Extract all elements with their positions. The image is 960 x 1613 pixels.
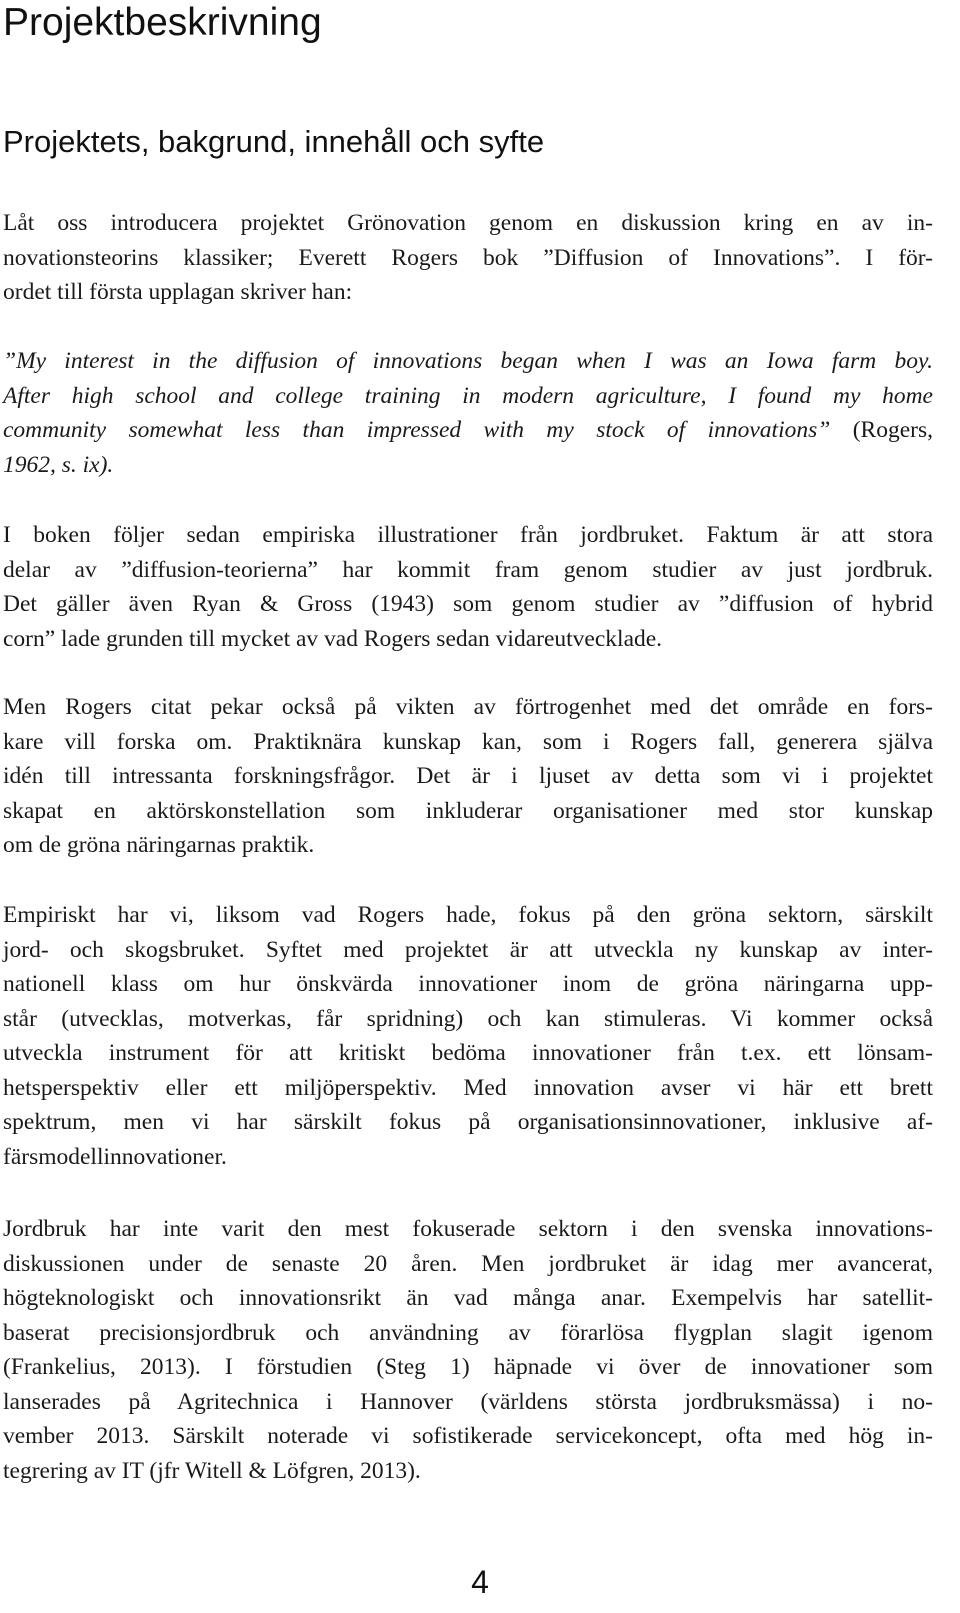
text-line: ordet till första upplagan skriver han: [3, 279, 353, 305]
text-line: delar av ”diffusion-teorierna” har kommit fram genom studier av just jordbruk. [3, 556, 933, 583]
text-line: tegrering av IT (jfr Witell & Löfgren, 2013). [3, 1457, 421, 1484]
text-line: jord- och skogsbruket. Syftet med projektet är att utveckla ny kunskap av inter- [3, 936, 933, 963]
quote-line: 1962, s. ix). [3, 451, 114, 478]
quote-line [3, 413, 933, 448]
text-line: spektrum, men vi har särskilt fokus på organisationsinnovationer, inklusive af- [3, 1109, 933, 1135]
quote-line: ”My interest in the diffusion of innovations began when I was an Iowa farm boy. [3, 348, 933, 374]
purpose-paragraph [3, 898, 933, 1174]
text-line: färsmodellinnovationer. [3, 1143, 227, 1170]
text-line: diskussionen under de senaste 20 åren. Men jordbruket är idag mer avancerat, [3, 1250, 933, 1277]
text-line: hetsperspektiv eller ett miljöperspektiv. Med innovation avser vi här ett brett [3, 1074, 933, 1101]
text-line: idén till intressanta forskningsfrågor. Det är i ljuset av detta som vi i projektet [3, 763, 933, 789]
familiarity-paragraph [3, 690, 933, 863]
text-line: baserat precisionsjordbruk och användning av förarlösa flygplan slagit igenom [3, 1319, 933, 1346]
text-line: Empiriskt har vi, liksom vad Rogers hade, fokus på den gröna sektorn, särskilt [3, 902, 933, 928]
text-line: nationell klass om hur önskvärda innovationer inom de gröna näringarna upp- [3, 971, 933, 997]
text-line: Men Rogers citat pekar också på vikten av förtrogenhet med det område en fors- [3, 694, 933, 720]
text-line: högteknologiskt och innovationsrikt än vad många anar. Exempelvis har satellit- [3, 1285, 933, 1311]
text-line: lanserades på Agritechnica i Hannover (världens största jordbruksmässa) i no- [3, 1388, 933, 1415]
page-title: Projektbeskrivning [3, 1, 322, 44]
page-number: 4 [471, 1564, 489, 1600]
text-line: utveckla instrument för att kritiskt bedöma innovationer från t.ex. ett lönsam- [3, 1040, 933, 1066]
agriculture-paragraph [3, 1212, 933, 1488]
quote-line-text: community somewhat less than impressed with my stock of innovations” [3, 417, 831, 443]
section-heading: Projektets, bakgrund, innehåll och syfte [3, 124, 545, 159]
text-line: står (utvecklas, motverkas, får spridning) och kan stimuleras. Vi kommer också [3, 1005, 933, 1032]
text-line: Jordbruk har inte varit den mest fokuserade sektorn i den svenska innovations- [3, 1216, 933, 1242]
rogers-quote [3, 344, 933, 482]
text-line: Det gäller även Ryan & Gross (1943) som genom studier av ”diffusion of hybrid [3, 591, 933, 617]
intro-paragraph [3, 206, 933, 310]
text-line: kare vill forska om. Praktiknära kunskap kan, som i Rogers fall, generera själva [3, 728, 933, 755]
text-line: novationsteorins klassiker; Everett Rogers bok ”Diffusion of Innovations”. I för- [3, 244, 933, 271]
text-line: om de gröna näringarnas praktik. [3, 832, 315, 858]
empirical-paragraph [3, 518, 933, 656]
text-line: corn” lade grunden till mycket av vad Rogers sedan vidareutvecklade. [3, 625, 663, 652]
text-line: I boken följer sedan empiriska illustrationer från jordbruket. Faktum är att stora [3, 522, 933, 548]
quote-citation: (Rogers, [852, 417, 934, 443]
text-line: (Frankelius, 2013). I förstudien (Steg 1) häpnade vi över de innovationer som [3, 1354, 933, 1380]
text-line: Låt oss introducera projektet Grönovation genom en diskussion kring en av in- [3, 210, 933, 236]
text-line: skapat en aktörskonstellation som inkluderar organisationer med stor kunskap [3, 797, 933, 824]
quote-line: After high school and college training in modern agriculture, I found my home [3, 382, 933, 409]
text-line: vember 2013. Särskilt noterade vi sofistikerade servicekoncept, ofta med hög in- [3, 1423, 933, 1449]
